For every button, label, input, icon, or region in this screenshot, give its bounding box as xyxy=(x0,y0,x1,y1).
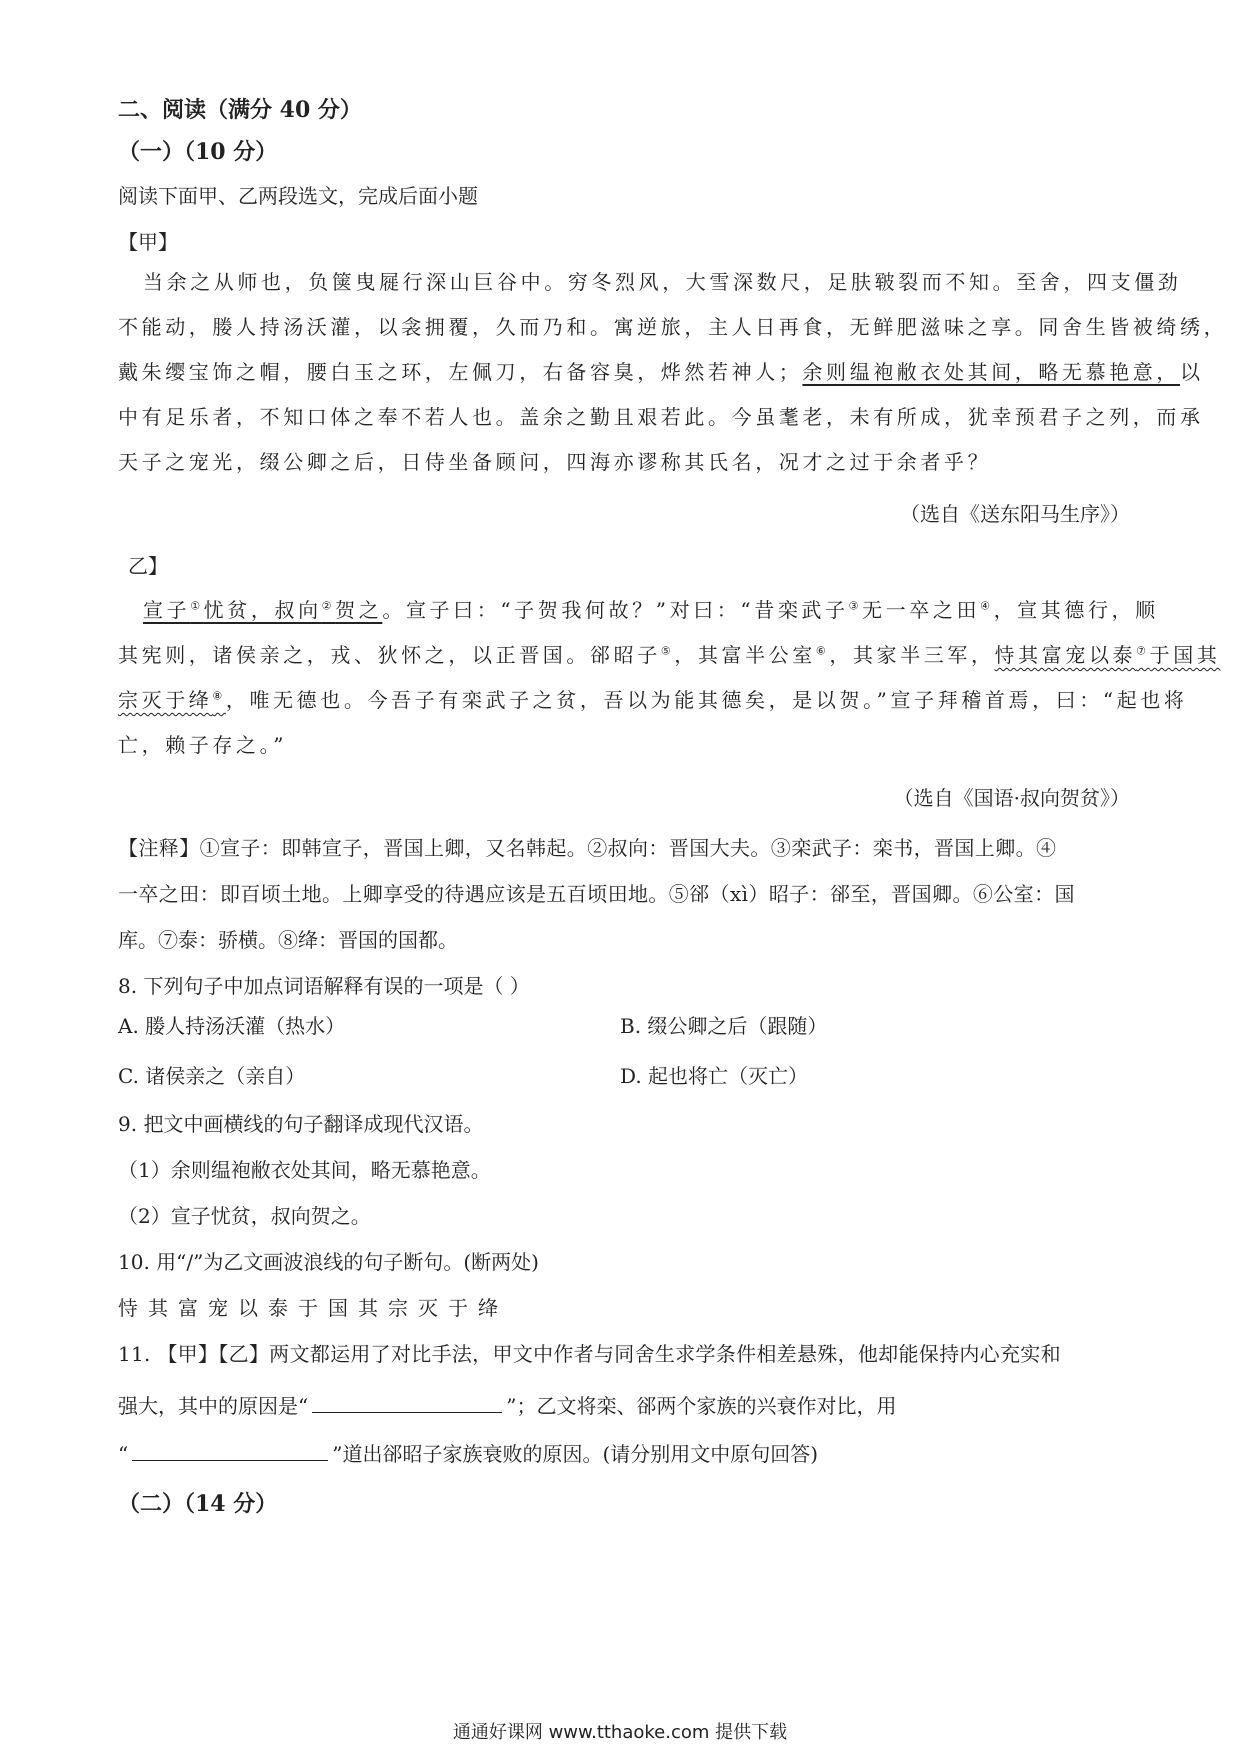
q11-text: ”道出郤昭子家族衰败的原因。(请分别用文中原句回答) xyxy=(332,1442,819,1466)
jia-line-2 xyxy=(118,313,1227,341)
underlined-sentence-2 xyxy=(143,598,382,622)
yi-text: 无一卒之田 xyxy=(862,598,981,622)
wavy-sentence xyxy=(995,643,1221,667)
notes-line-2: 一卒之田：即百顷土地。上卿享受的待遇应该是五百顷田地。⑤郤（xì）昭子：郤至，晋国卿。⑥公室：国 xyxy=(118,882,1075,906)
jia-text: 戴朱缨宝饰之帽，腰白玉之环，左佩刀，右备容臭，烨然若神人； xyxy=(118,360,803,384)
q8-option-c: C. 诸侯亲之（亲自） xyxy=(118,1064,306,1088)
yi-line-2 xyxy=(118,641,1220,669)
yi-label: 乙】 xyxy=(128,554,168,578)
yi-line-3 xyxy=(118,686,1188,714)
yi-text: 恃其富宠以泰 xyxy=(994,643,1137,667)
yi-text: 忧贫，叔向 xyxy=(203,598,322,622)
q11-line-1: 11. 【甲】【乙】两文都运用了对比手法，甲文中作者与同舍生求学条件相差悬殊，他却能保持内心充实和 xyxy=(118,1342,1061,1366)
q10-stem: 10. 用“/”为乙文画波浪线的句子断句。(断两处) xyxy=(118,1250,539,1274)
jia-line-1 xyxy=(143,268,1181,296)
instruction: 阅读下面甲、乙两段选文，完成后面小题 xyxy=(118,184,478,208)
wavy-sentence-cont xyxy=(118,688,226,712)
note-mark-5: ⑤ xyxy=(660,644,675,658)
q11-text: “ xyxy=(118,1442,129,1466)
part1-title: （一）（10 分） xyxy=(118,139,278,165)
q11-line-2 xyxy=(118,1390,896,1420)
answer-blank-2[interactable] xyxy=(132,1438,328,1461)
note-mark-6: ⑥ xyxy=(815,644,830,658)
jia-text: 以 xyxy=(1180,360,1204,384)
note-mark-2: ② xyxy=(321,599,336,613)
note-mark-1: ① xyxy=(190,599,204,613)
note-mark-8: ⑧ xyxy=(212,689,226,703)
jia-text: 中有足乐者，不知口体之奉不若人也。盖余之勤且艰若此。今虽耄老，未有所成，犹幸预君子之列，而承 xyxy=(118,405,1204,429)
answer-blank-1[interactable] xyxy=(312,1390,502,1413)
yi-text: 。宣子曰：“子贺我何故？”对曰：“昔栾武子 xyxy=(382,598,849,622)
yi-text: 其宪则，诸侯亲之，戎、狄怀之，以正晋国。郤昭子 xyxy=(118,643,661,667)
notes-line-3: 库。⑦泰：骄横。⑧绛：晋国的国都。 xyxy=(118,928,458,952)
yi-text: ，宣其德行，顺 xyxy=(993,598,1159,622)
q11-text: 强大，其中的原因是“ xyxy=(118,1394,309,1418)
yi-text: ，其家半三军， xyxy=(829,643,995,667)
yi-line-1 xyxy=(143,596,1159,624)
yi-text: 宣子 xyxy=(143,598,191,622)
part2-title: （二）（14 分） xyxy=(118,1491,278,1517)
section-title: 二、阅读（满分 40 分） xyxy=(118,97,362,123)
yi-text: ，其富半公室 xyxy=(674,643,816,667)
jia-line-4 xyxy=(118,403,1204,431)
jia-label: 【甲】 xyxy=(118,230,178,254)
jia-text: 不能动，媵人持汤沃灌，以衾拥覆，久而乃和。寓逆旅，主人日再食，无鲜肥滋味之享。同舍生皆被绮绣， xyxy=(118,315,1228,339)
jia-line-3 xyxy=(118,358,1204,386)
yi-source: （选自《国语·叔向贺贫》） xyxy=(893,786,1130,810)
q10-sentence: 恃其富宠以泰于国其宗灭于绛 xyxy=(118,1296,508,1320)
note-mark-4: ④ xyxy=(980,599,994,613)
q11-line-3 xyxy=(118,1438,818,1468)
note-mark-3: ③ xyxy=(848,599,863,613)
jia-text: 当余之从师也，负箧曳屣行深山巨谷中。穷冬烈风，大雪深数尺，足肤皲裂而不知。至舍，四支僵劲 xyxy=(143,270,1182,294)
yi-text: 贺之 xyxy=(335,598,383,622)
underlined-sentence-1: 余则缊袍敝衣处其间，略无慕艳意， xyxy=(802,360,1181,384)
q8-option-d: D. 起也将亡（灭亡） xyxy=(620,1064,809,1088)
q8-option-b: B. 缀公卿之后（跟随） xyxy=(620,1014,828,1038)
q8-stem: 8. 下列句子中加点词语解释有误的一项是（ ） xyxy=(118,974,530,998)
q11-text: ”；乙文将栾、郤两个家族的兴衰作对比，用 xyxy=(506,1394,897,1418)
yi-text: ，唯无德也。今吾子有栾武子之贫，吾以为能其德矣，是以贺。”宣子拜稽首焉，曰：“起也将 xyxy=(225,688,1188,712)
jia-line-5 xyxy=(118,448,991,476)
q9-sentence-1: （1）余则缊袍敝衣处其间，略无慕艳意。 xyxy=(118,1158,491,1182)
q8-option-a: A. 媵人持汤沃灌（热水） xyxy=(118,1014,346,1038)
note-mark-7: ⑦ xyxy=(1136,644,1150,658)
yi-line-4 xyxy=(118,731,287,759)
q9-stem: 9. 把文中画横线的句子翻译成现代汉语。 xyxy=(118,1112,484,1136)
q9-sentence-2: （2）宣子忧贫，叔向贺之。 xyxy=(118,1204,371,1228)
yi-text: 亡，赖子存之。” xyxy=(118,733,288,757)
yi-text: 宗灭于绛 xyxy=(118,688,213,712)
jia-text: 天子之宠光，缀公卿之后，日侍坐备顾问，四海亦谬称其氏名，况才之过于余者乎？ xyxy=(118,450,992,474)
yi-text: 于国其 xyxy=(1149,643,1221,667)
jia-source: （选自《送东阳马生序》） xyxy=(900,502,1130,526)
notes-line-1: 【注释】①宣子：即韩宣子，晋国上卿，又名韩起。②叔向：晋国大夫。③栾武子：栾书，晋国上卿。④ xyxy=(118,836,1057,860)
page-footer: 通通好课网 www.tthaoke.com 提供下载 xyxy=(452,1722,788,1743)
